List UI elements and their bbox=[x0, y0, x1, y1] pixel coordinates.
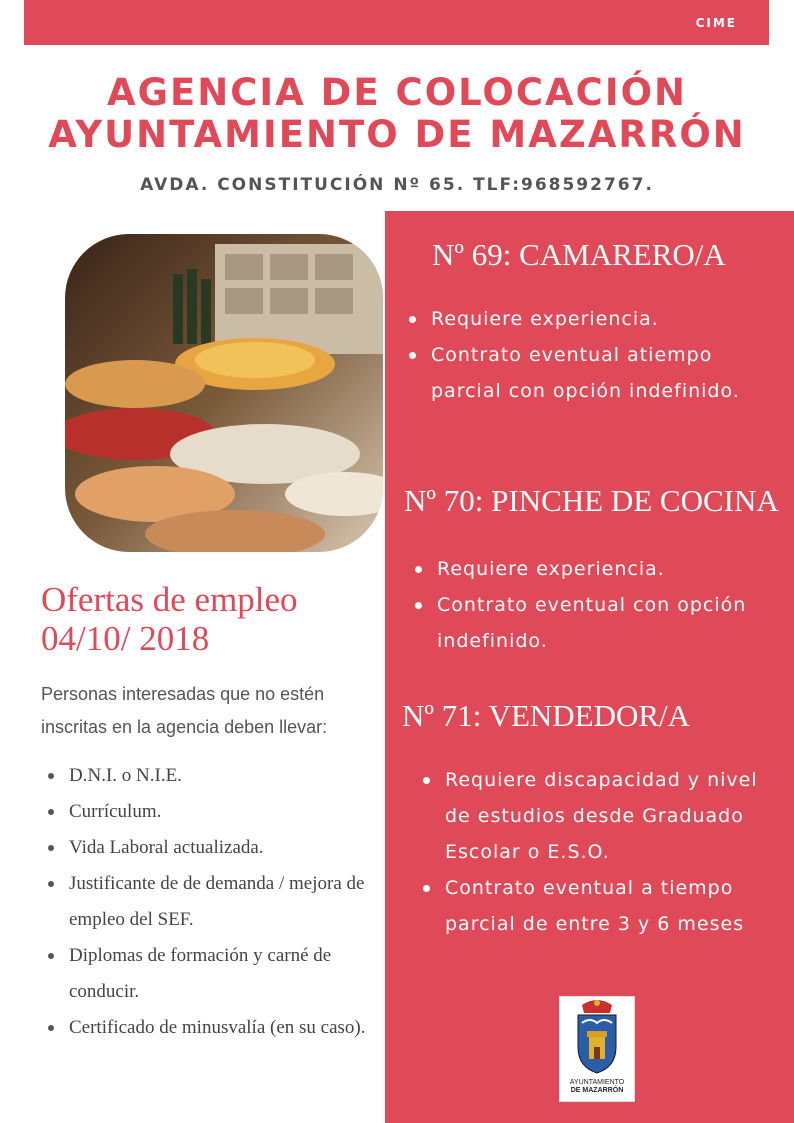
municipal-crest-logo bbox=[559, 996, 635, 1102]
address-line: AVDA. CONSTITUCIÓN Nº 65. TLF:968592767. bbox=[140, 175, 654, 195]
offers-date: 04/10/ 2018 bbox=[41, 619, 210, 658]
intro-text: Personas interesadas que no estén inscritas en la agencia deben llevar: bbox=[41, 684, 328, 737]
job-title: Nº 70: PINCHE DE COCINA bbox=[404, 483, 779, 518]
list-item: Currículum. bbox=[41, 794, 386, 830]
list-item: D.N.I. o N.I.E. bbox=[41, 758, 386, 794]
banner-tag: CIME bbox=[695, 16, 737, 30]
job-offer-69 bbox=[385, 237, 794, 409]
offers-title-line-1: Ofertas de empleo bbox=[41, 580, 298, 619]
job-bullet: Contrato eventual atiempo parcial con opción indefinido. bbox=[431, 337, 774, 409]
job-title: Nº 69: CAMARERO/A bbox=[432, 237, 726, 272]
requirements-list bbox=[41, 758, 386, 1046]
logo-line-2: DE MAZARRÓN bbox=[570, 1087, 624, 1094]
title-line-2: AYUNTAMIENTO DE MAZARRÓN bbox=[48, 113, 746, 156]
job-bullet: Requiere experiencia. bbox=[431, 301, 774, 337]
job-bullet: Contrato eventual a tiempo parcial de entre 3 y 6 meses bbox=[445, 870, 774, 942]
page-title bbox=[0, 72, 794, 156]
offers-title bbox=[41, 580, 381, 658]
logo-line-1: AYUNTAMIENTO bbox=[569, 1079, 625, 1086]
list-item: Justificante de de demanda / mejora de empleo del SEF. bbox=[41, 866, 386, 938]
list-item: Diplomas de formación y carné de conducir. bbox=[41, 938, 386, 1010]
job-title: Nº 71: VENDEDOR/A bbox=[402, 698, 691, 733]
list-item: Vida Laboral actualizada. bbox=[41, 830, 386, 866]
job-offer-71 bbox=[385, 698, 794, 942]
job-offer-70 bbox=[385, 483, 794, 659]
list-item: Certificado de minusvalía (en su caso). bbox=[41, 1010, 386, 1046]
job-bullet: Requiere experiencia. bbox=[437, 551, 774, 587]
title-line-1: AGENCIA DE COLOCACIÓN bbox=[107, 71, 687, 114]
crest-icon bbox=[560, 997, 634, 1077]
job-offers-panel bbox=[385, 211, 794, 1123]
top-banner bbox=[24, 0, 769, 45]
job-bullet: Contrato eventual con opción indefinido. bbox=[437, 587, 774, 659]
tapas-photo bbox=[65, 234, 383, 552]
job-bullet: Requiere discapacidad y nivel de estudios desde Graduado Escolar o E.S.O. bbox=[445, 762, 774, 870]
